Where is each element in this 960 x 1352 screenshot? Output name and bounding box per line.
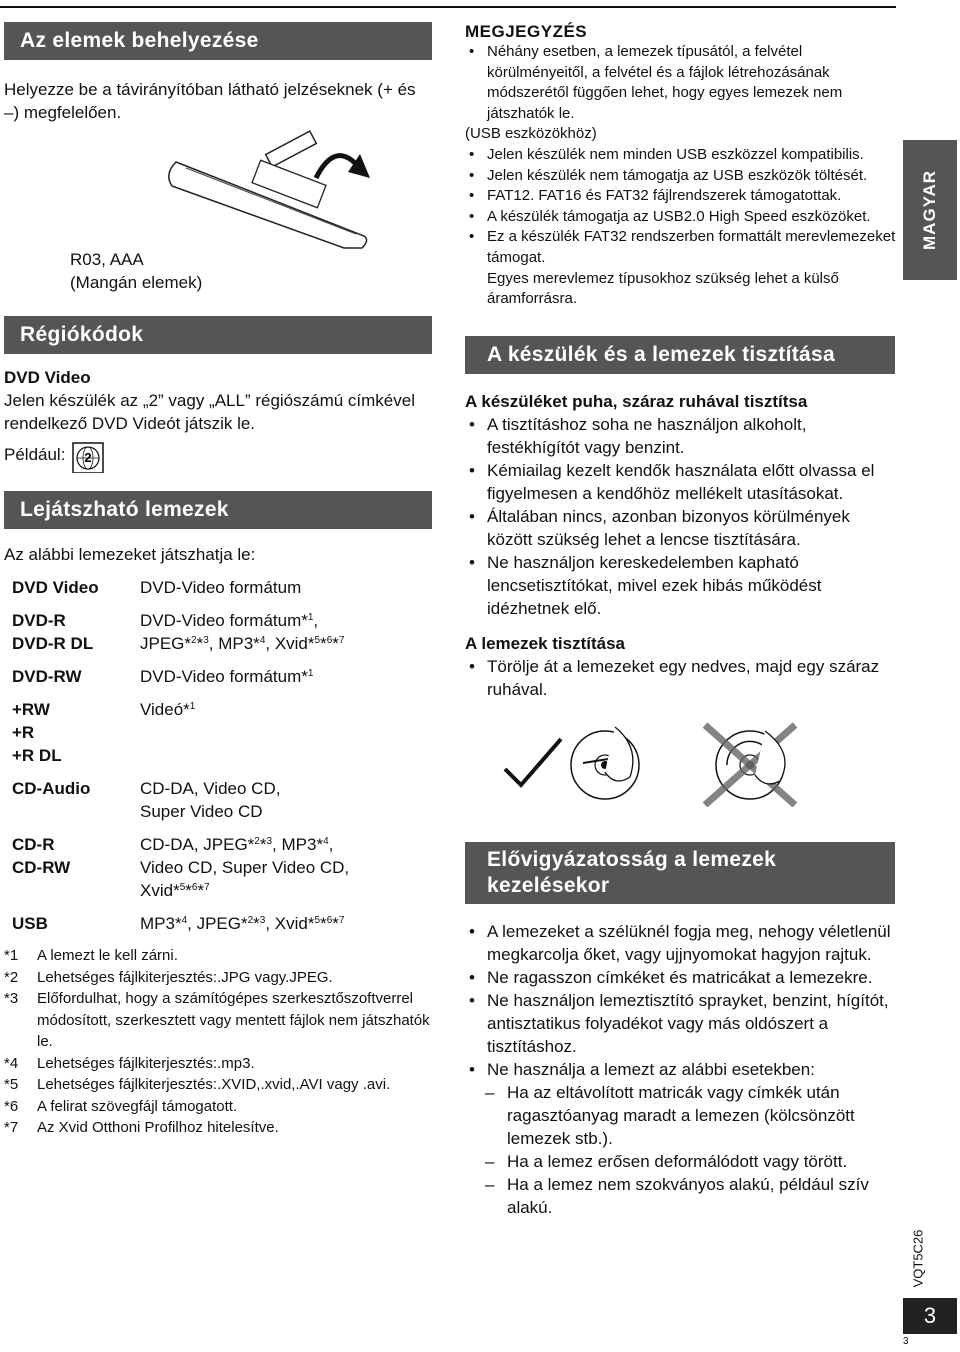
- checkmark-icon: [505, 739, 561, 785]
- dash-item-text: Ha az eltávolított matricák vagy címkék után ragasztóanyag maradt a lemezen (kölcsönzött lemezek stb.).: [507, 1082, 855, 1148]
- disc-format: DVD-Video formátum*$^1$, JPEG*$^2$*$^3$, MP3*$^4$, Xvid*$^5$*$^6$*$^7$: [140, 611, 345, 653]
- disc-row: [4, 576, 432, 599]
- doc-code-label: VQT5C26: [910, 1229, 926, 1287]
- list-item: [465, 966, 897, 989]
- dash-mark: –: [485, 1151, 495, 1171]
- footnote: [4, 945, 432, 967]
- bullet-icon: •: [469, 414, 475, 434]
- footnote-mark: *1: [4, 947, 19, 964]
- handling-heading-line2: kezelésekor: [487, 873, 610, 897]
- dash-mark: –: [485, 1174, 495, 1194]
- handling-heading-line1: Elővigyázatosság a lemezek: [487, 847, 777, 871]
- svg-text:2: 2: [84, 450, 93, 465]
- battery-type-line1: R03, AAA: [70, 250, 144, 269]
- region-globe-icon: [69, 441, 109, 473]
- dash-item: [465, 1081, 897, 1150]
- disc-type: CD-R CD-RW: [12, 835, 71, 877]
- dash-item: [465, 1173, 897, 1219]
- list-item: [465, 413, 897, 459]
- list-item-text: FAT12. FAT16 és FAT32 fájlrendszerek támogatottak.: [487, 187, 842, 205]
- note-item-text: Néhány esetben, a lemezek típusától, a felvétel körülményeitől, a felvétel és a fájlok létrehozásának módszerétől függően lehet, hogy egyes lemezek nem játszhatók le.: [487, 43, 843, 122]
- list-item-text: Törölje át a lemezeket egy nedves, majd egy száraz ruhával.: [487, 656, 880, 699]
- list-item: [465, 551, 897, 620]
- dash-mark: –: [485, 1082, 495, 1102]
- footnote: [4, 1117, 432, 1139]
- list-item: [465, 1058, 897, 1081]
- handling-list: [465, 920, 897, 1081]
- top-rule: [0, 6, 896, 8]
- list-item-text: Kémiailag kezelt kendők használata előtt olvassa el figyelmesen a kendőhöz mellékelt utasításokat.: [487, 460, 875, 503]
- disc-type: USB: [12, 914, 48, 933]
- remote-illustration: [4, 124, 432, 292]
- dash-item: [465, 1150, 897, 1173]
- bullet-icon: •: [469, 207, 475, 225]
- usb-list: [465, 145, 897, 269]
- footnote-text: Előfordulhat, hogy a számítógépes szerkesztőszoftverrel módosított, szerkesztett vagy mentett fájlok nem játszhatók le.: [37, 990, 430, 1050]
- disc-wrong-icon: [705, 725, 795, 805]
- list-item: [465, 989, 897, 1058]
- note-list: [465, 42, 897, 310]
- dash-item-text: Ha a lemez erősen deformálódott vagy törött.: [507, 1151, 848, 1171]
- footnote-text: Lehetséges fájlkiterjesztés:.JPG vagy.JPEG.: [37, 968, 333, 986]
- footnote: [4, 988, 432, 1053]
- list-item-text: A készülék támogatja az USB2.0 High Speed eszközöket.: [487, 207, 871, 225]
- disc-type: DVD-RW: [12, 667, 82, 686]
- list-item-text: Ne használjon lemeztisztító sprayket, benzint, hígítót, antisztatikus folyadékot vagy más oldószert a tisztításhoz.: [487, 990, 889, 1056]
- footnote-mark: *4: [4, 1054, 19, 1072]
- page-number: 3: [903, 1298, 957, 1334]
- footnotes: [4, 945, 432, 1139]
- note-title: MEGJEGYZÉS: [465, 22, 588, 41]
- footnote-text: Lehetséges fájlkiterjesztés:.mp3.: [37, 1054, 255, 1072]
- region-heading: Régiókódok: [4, 316, 432, 354]
- bullet-icon: •: [469, 506, 475, 526]
- disc-type: CD-Audio: [12, 779, 91, 798]
- bullet-icon: •: [469, 967, 475, 987]
- note-item: • Néhány esetben, a lemezek típusától, a felvétel körülményeitől, a felvétel és a fájlok létrehozásának módszerétől függően lehet, hogy egyes lemezek nem játszhatók le.: [465, 42, 897, 124]
- footnote-mark: *3: [4, 990, 19, 1007]
- right-column: [465, 22, 897, 1219]
- disc-format: MP3*$^4$, JPEG*$^2$*$^3$, Xvid*$^5$*$^6$*$^7$: [140, 914, 345, 933]
- unit-cleaning-heading: A készüléket puha, száraz ruhával tisztítsa: [465, 391, 808, 411]
- disc-format: CD-DA, Video CD, Super Video CD: [140, 779, 281, 821]
- bullet-icon: •: [469, 166, 475, 184]
- disc-type: DVD-R DVD-R DL: [12, 611, 94, 653]
- footnote-text: A lemezt le kell zárni.: [37, 947, 178, 964]
- list-item: [465, 145, 897, 166]
- region-subtitle: DVD Video: [4, 368, 91, 387]
- page-number-small: 3: [903, 1336, 909, 1347]
- bullet-icon: •: [469, 552, 475, 572]
- list-item: [465, 227, 897, 268]
- disc-row: [4, 833, 432, 902]
- list-item-text: Ne ragasszon címkéket és matricákat a lemezekre.: [487, 967, 873, 987]
- list-item-text: Jelen készülék nem minden USB eszközzel kompatibilis.: [487, 145, 864, 163]
- disc-type: +RW +R +R DL: [12, 700, 62, 765]
- bullet-icon: •: [469, 187, 475, 205]
- cleaning-heading: A készülék és a lemezek tisztítása: [465, 336, 895, 374]
- language-tab: [903, 140, 957, 280]
- list-item-text: Ez a készülék FAT32 rendszerben formattált merevlemezeket támogat.: [487, 228, 896, 266]
- language-tab-label: MAGYAR: [920, 170, 939, 250]
- list-item: [465, 505, 897, 551]
- handling-dashes: [465, 1081, 897, 1219]
- dash-item-text: Ha a lemez nem szokványos alakú, például szív alakú.: [507, 1174, 869, 1217]
- battery-type-label: [70, 248, 202, 294]
- disc-cleaning-heading: A lemezek tisztítása: [465, 633, 625, 653]
- footnote: [4, 1074, 432, 1096]
- list-item-text: A tisztításhoz soha ne használjon alkoholt, festékhígítót vagy benzint.: [487, 414, 807, 457]
- footnote-mark: *2: [4, 968, 19, 986]
- footnote-mark: *7: [4, 1119, 19, 1136]
- list-item-text: Jelen készülék nem támogatja az USB eszközök töltését.: [487, 166, 868, 184]
- disc-format: DVD-Video formátum*$^1$: [140, 667, 314, 686]
- region-example: [4, 435, 432, 473]
- list-item-text: Általában nincs, azonban bizonyos körülmények között szükség lehet a lencse tisztítására.: [487, 506, 850, 549]
- disc-row: [4, 665, 432, 688]
- bullet-icon: •: [469, 656, 475, 676]
- footnote-text: A felirat szövegfájl támogatott.: [37, 1097, 238, 1115]
- list-item: [465, 459, 897, 505]
- unit-cleaning-list: [465, 413, 897, 620]
- batteries-text: Helyezze be a távirányítóban látható jelzéseknek (+ és –) megfelelően.: [4, 80, 416, 122]
- playable-intro: Az alábbi lemezeket játszhatja le:: [4, 545, 256, 564]
- bullet-icon: •: [469, 228, 475, 246]
- disc-format: DVD-Video formátum: [140, 578, 302, 597]
- disc-correct-icon: [571, 727, 639, 799]
- note-tail: Egyes merevlemez típusokhoz szükség lehet a külső áramforrásra.: [487, 269, 839, 308]
- disc-row: [4, 609, 432, 655]
- footnote-mark: *6: [4, 1097, 19, 1115]
- bullet-icon: •: [469, 921, 475, 941]
- region-text: Jelen készülék az „2” vagy „ALL” régiószámú címkével rendelkező DVD Videót játszik le.: [4, 391, 415, 433]
- list-item: [465, 207, 897, 228]
- disc-cleaning-illustration: [465, 717, 895, 807]
- footnote-mark: *5: [4, 1076, 19, 1093]
- list-item-text: Ne használja a lemezt az alábbi esetekben:: [487, 1059, 815, 1079]
- footnote: [4, 1096, 432, 1118]
- disc-table: [4, 576, 432, 935]
- list-item: [465, 186, 897, 207]
- list-item-text: Ne használjon kereskedelemben kapható lencsetisztítókat, mivel ezek hibás működést idézhetnek elő.: [487, 552, 822, 618]
- disc-type: DVD Video: [12, 578, 99, 597]
- bullet-icon: •: [469, 990, 475, 1010]
- disc-format: CD-DA, JPEG*$^2$*$^3$, MP3*$^4$, Video CD, Super Video CD, Xvid*$^5$*$^6$*$^7$: [140, 835, 350, 900]
- doc-code: [903, 1228, 933, 1288]
- footnote-text: Lehetséges fájlkiterjesztés:.XVID,.xvid,.AVI vagy .avi.: [37, 1076, 391, 1093]
- handling-heading: [465, 842, 895, 904]
- list-item-text: A lemezeket a szélüknél fogja meg, nehogy véletlenül megkarcolja őket, vagy ujjnyomokat hagyjon rajtuk.: [487, 921, 891, 964]
- note-usb-heading: (USB eszközökhöz): [465, 125, 597, 143]
- footnote: [4, 1053, 432, 1075]
- bullet-icon: •: [469, 460, 475, 480]
- footnote: [4, 967, 432, 989]
- footnote-text: Az Xvid Otthoni Profilhoz hitelesítve.: [37, 1119, 279, 1136]
- remote-battery-icon: [4, 124, 432, 254]
- disc-row: [4, 698, 432, 767]
- disc-format: Videó*$^1$: [140, 700, 196, 719]
- list-item: [465, 920, 897, 966]
- bullet-icon: •: [469, 145, 475, 163]
- list-item: [465, 655, 897, 701]
- batteries-heading: Az elemek behelyezése: [4, 22, 432, 60]
- battery-type-line2: (Mangán elemek): [70, 273, 203, 292]
- disc-row: [4, 912, 432, 935]
- list-item: [465, 166, 897, 187]
- bullet-icon: •: [469, 1059, 475, 1079]
- disc-row: [4, 777, 432, 823]
- playable-heading: Lejátszható lemezek: [4, 491, 432, 529]
- left-column: [4, 22, 432, 1139]
- disc-cleaning-list: [465, 655, 897, 701]
- region-example-label: Például:: [4, 444, 66, 464]
